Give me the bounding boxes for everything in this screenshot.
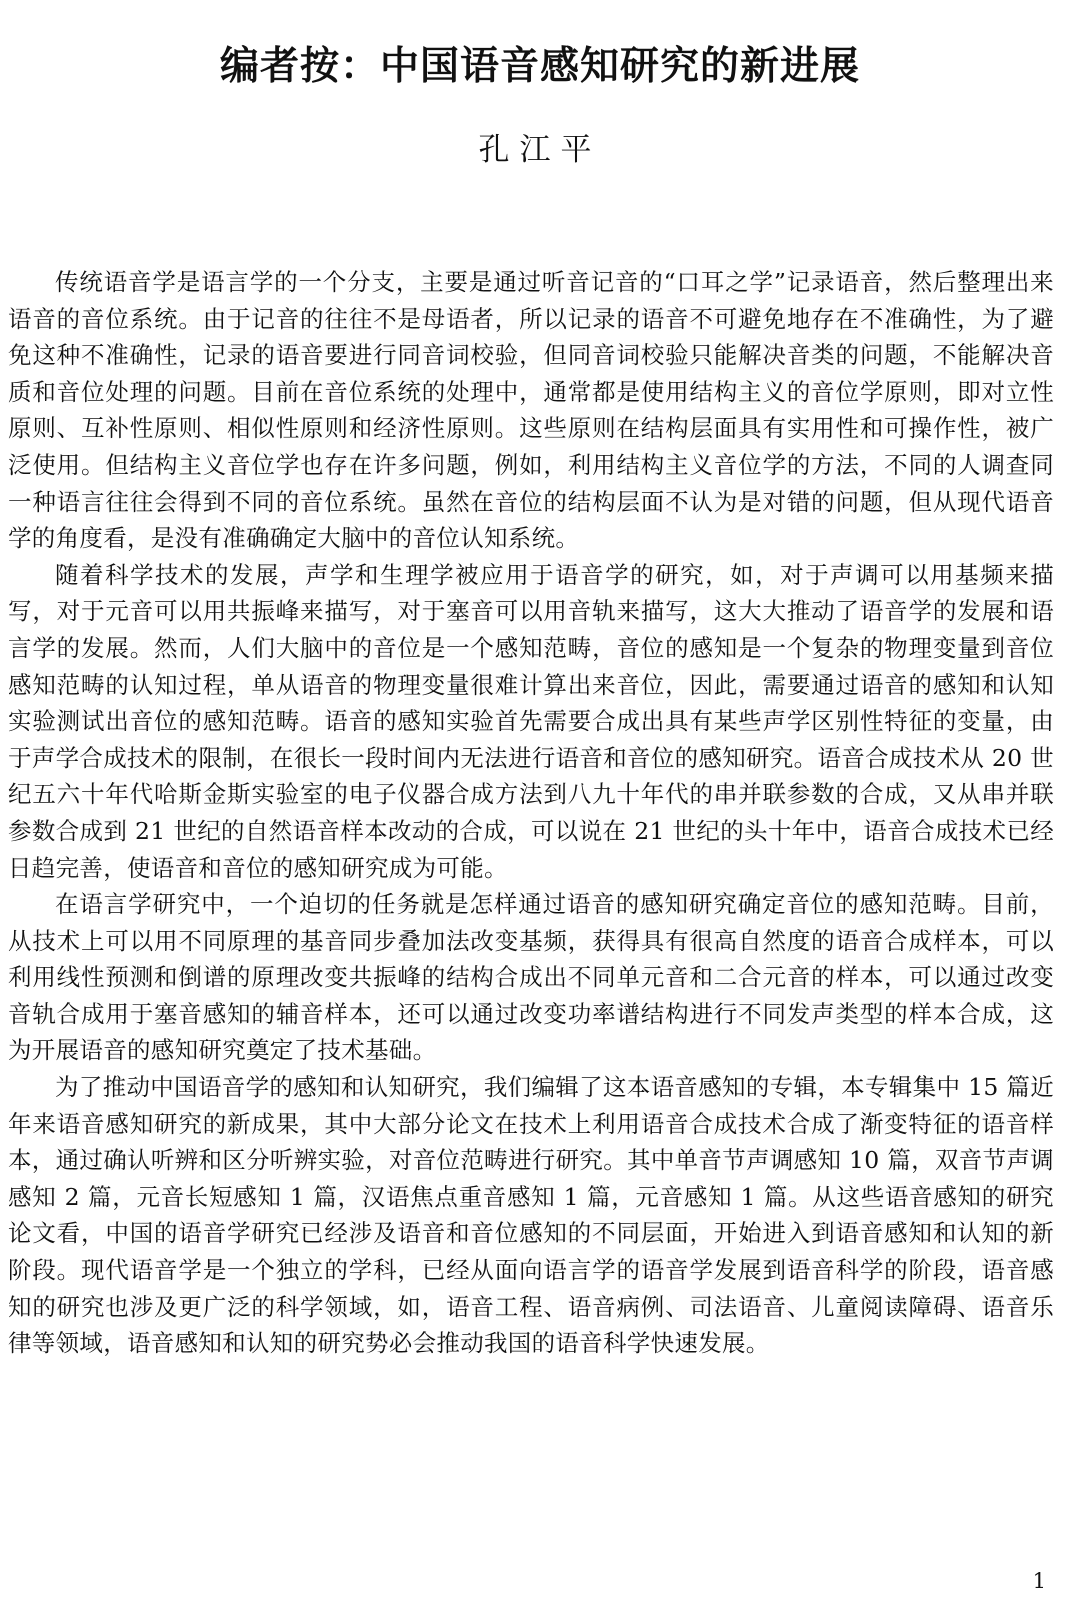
paragraph-1: 传统语音学是语言学的一个分支，主要是通过听音记音的“口耳之学”记录语音，然后整理出来语音的音位系统。由于记音的往往不是母语者，所以记录的语音不可避免地存在不准确性，为了避免这种不准确性，记录的语音要进行同音词校验，但同音词校验只能解决音类的问题，不能解决音质和音位处理的问题。目前在音位系统的处理中，通常都是使用结构主义的音位学原则，即对立性原则、互补性原则、相似性原则和经济性原则。这些原则在结构层面具有实用性和可操作性，被广泛使用。但结构主义音位学也存在许多问题，例如，利用结构主义音位学的方法，不同的人调查同一种语言往往会得到不同的音位系统。虽然在音位的结构层面不认为是对错的问题，但从现代语音学的角度看，是没有准确确定大脑中的音位认知系统。 (8, 268, 1054, 553)
article-title: 编者按：中国语音感知研究的新进展 (219, 43, 860, 89)
article-body (8, 264, 1054, 1362)
page-number: 1 (1032, 1569, 1046, 1593)
paragraph-3: 在语言学研究中，一个迫切的任务就是怎样通过语音的感知研究确定音位的感知范畴。目前，从技术上可以用不同原理的基音同步叠加法改变基频，获得具有很高自然度的语音合成样本，可以利用线性预测和倒谱的原理改变共振峰的结构合成出不同单元音和二合元音的样本，可以通过改变音轨合成用于塞音感知的辅音样本，还可以通过改变功率谱结构进行不同发声类型的样本合成，这为开展语音的感知研究奠定了技术基础。 (8, 890, 1054, 1065)
paragraph-2: 随着科学技术的发展，声学和生理学被应用于语音学的研究，如，对于声调可以用基频来描写，对于元音可以用共振峰来描写，对于塞音可以用音轨来描写，这大大推动了语音学的发展和语言学的发展。然而，人们大脑中的音位是一个感知范畴，音位的感知是一个复杂的物理变量到音位感知范畴的认知过程，单从语音的物理变量很难计算出来音位，因此，需要通过语音的感知和认知实验测试出音位的感知范畴。语音的感知实验首先需要合成出具有某些声学区别性特征的变量，由于声学合成技术的限制，在很长一段时间内无法进行语音和音位的感知研究。语音合成技术从 20 世纪五六十年代哈斯金斯实验室的电子仪器合成方法到八九十年代的串并联参数的合成，又从串并联参数合成到 21 世纪的自然语音样本改动的合成，可以说在 21 世纪的头十年中，语音合成技术已经日趋完善，使语音和音位的感知研究成为可能。 (8, 560, 1054, 882)
paragraph-4: 为了推动中国语音学的感知和认知研究，我们编辑了这本语音感知的专辑，本专辑集中 15 篇近年来语音感知研究的新成果，其中大部分论文在技术上利用语音合成技术合成了渐变特征的语音样本，通过确认听辨和区分听辨实验，对音位范畴进行研究。其中单音节声调感知 10 篇，双音节声调感知 2 篇，元音长短感知 1 篇，汉语焦点重音感知 1 篇，元音感知 1 篇。从这些语音感知的研究论文看，中国的语音学研究已经涉及语音和音位感知的不同层面，开始进入到语音感知和认知的新阶段。现代语音学是一个独立的学科，已经从面向语言学的语音学发展到语音科学的阶段，语音感知的研究也涉及更广泛的科学领域，如，语音工程、语音病例、司法语音、儿童阅读障碍、语音乐律等领域，语音感知和认知的研究势必会推动我国的语音科学快速发展。 (8, 1073, 1054, 1358)
article-author: 孔江平 (478, 132, 602, 168)
